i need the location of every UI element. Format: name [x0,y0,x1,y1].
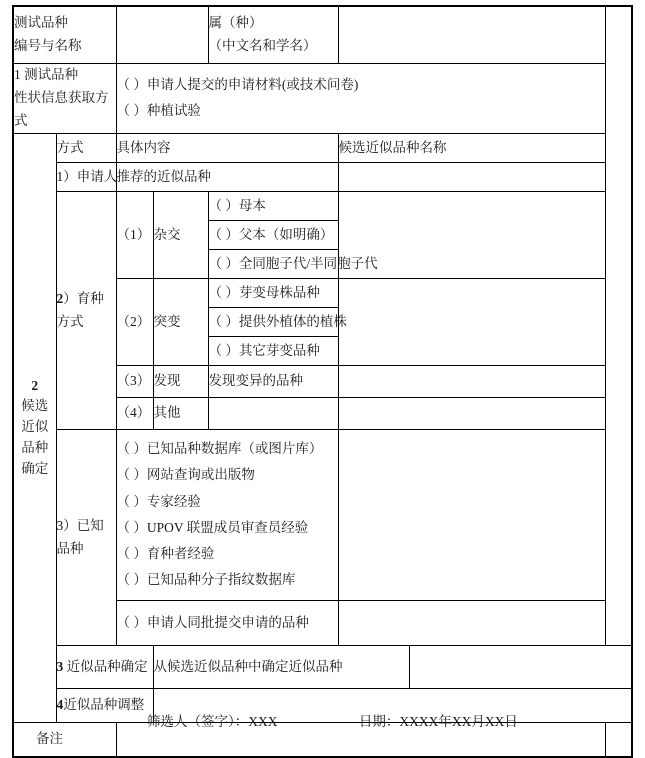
table-row-section3 [13,645,632,688]
cell-discovery-content: 发现变异的品种 [208,365,338,397]
cell-mutation-candidate[interactable] [338,278,605,365]
section4-label-num: 4 [56,697,64,713]
section2-label-char-2: 近似 [21,419,49,435]
cell-hybrid-number: （1） [116,191,153,278]
table-row-breeding-hybrid-1 [13,191,632,220]
table-row-known-varieties [13,429,632,600]
table-row-header-variety [13,6,632,64]
column-header-candidate: 候选近似品种名称 [338,133,605,162]
cell-hybrid-name: 杂交 [153,191,208,278]
cell-section1-options [116,64,605,134]
cell-known-extra-candidate[interactable] [338,600,605,645]
cell-remark-label: 备注 [13,722,116,757]
date-field[interactable]: 日期：XXXX年XX月XX日 [358,714,518,729]
section1-label-line2: 性状信息获取方式 [14,89,109,128]
cell-section3-label [56,645,153,688]
cell-mutation-item-1[interactable]: （ ）提供外植体的植株 [208,307,338,336]
known-option-2[interactable]: （ ）专家经验 [116,493,201,509]
test-variety-label-line2: 编号与名称 [14,38,82,53]
genus-label-line1: 属（种） [208,15,263,31]
section4-label-text: 近似品种调整 [63,697,145,713]
variety-screening-form [12,5,633,758]
signer-field[interactable]: 筛选人（签字）：XXX [147,714,278,729]
known-option-5[interactable]: （ ）已知品种分子指纹数据库 [116,572,296,588]
known-option-0[interactable]: （ ）已知品种数据库（或图片库） [116,440,323,456]
test-variety-label-line1: 测试品种 [14,15,68,31]
known-option-1[interactable]: （ ）网站查询或出版物 [116,467,255,483]
section2-label-char-0: 2 [31,377,39,393]
cell-known-extra-option[interactable]: （ ）申请人同批提交申请的品种 [116,600,338,645]
cell-section2-vertical-label [13,133,56,722]
known-option-4[interactable]: （ ）育种者经验 [116,546,215,562]
cell-applicant-content: 推荐的近似品种 [116,162,338,191]
section3-label-text: 近似品种确定 [66,658,148,674]
breeding-label-num: 2 [56,290,64,306]
cell-other-number: （4） [116,397,153,429]
cell-mutation-number: （2） [116,278,153,365]
cell-known-candidate[interactable] [338,429,605,600]
cell-hybrid-candidate[interactable] [338,191,605,278]
cell-hybrid-item-2[interactable]: （ ）全同胞子代/半同胞子代 [208,249,338,278]
section2-label-char-4: 确定 [21,461,49,477]
cell-hybrid-item-1[interactable]: （ ）父本（如明确） [208,220,338,249]
cell-mutation-name: 突变 [153,278,208,365]
cell-other-content[interactable] [208,397,338,429]
breeding-label-rest: ）育种 [63,290,104,306]
section1-option-0[interactable]: （ ）申请人提交的申请材料(或技术问卷) [116,77,359,93]
cell-other-name: 其他 [153,397,208,429]
section1-label-line1: 1 测试品种 [14,67,79,82]
cell-mutation-item-0[interactable]: （ ）芽变母株品种 [208,278,338,307]
cell-breeding-label [56,191,116,429]
section2-label-char-1: 候选 [21,398,49,414]
cell-hybrid-item-0[interactable]: （ ）母本 [208,191,338,220]
column-header-content: 具体内容 [116,133,338,162]
form-footer [12,710,633,730]
cell-test-variety-label [13,6,116,64]
table-row-applicant [13,162,632,191]
cell-test-variety-value[interactable] [116,6,208,64]
table-row-section2-headers [13,133,632,162]
table-row-section1 [13,64,632,134]
cell-genus-value[interactable] [338,6,605,64]
cell-discovery-candidate[interactable] [338,365,605,397]
cell-applicant-label: 1）申请人 [56,162,116,191]
cell-genus-label [208,6,338,64]
breeding-label-line1 [57,287,116,311]
section2-vertical-label [14,374,56,483]
section2-label-char-3: 品种 [21,440,49,456]
cell-section3-content: 从候选近似品种中确定近似品种 [153,645,409,688]
breeding-label-line2: 方式 [56,314,84,330]
cell-other-candidate[interactable] [338,397,605,429]
cell-applicant-candidate[interactable] [338,162,605,191]
column-header-method: 方式 [56,133,116,162]
cell-known-options [116,429,338,600]
cell-discovery-number: （3） [116,365,153,397]
genus-label-line2: （中文名和学名） [208,38,317,53]
cell-mutation-item-2[interactable]: （ ）其它芽变品种 [208,336,338,365]
known-label-line2: 品种 [56,541,84,557]
cell-known-label [56,429,116,645]
known-option-3[interactable]: （ ）UPOV 联盟成员审查员经验 [116,519,309,535]
section3-label-num: 3 [56,658,64,674]
cell-section1-label [13,64,116,134]
cell-section3-candidate[interactable] [409,645,632,688]
section1-option-1[interactable]: （ ）种植试验 [116,103,201,119]
known-label-line1: 3）已知 [56,517,104,533]
cell-discovery-name: 发现 [153,365,208,397]
